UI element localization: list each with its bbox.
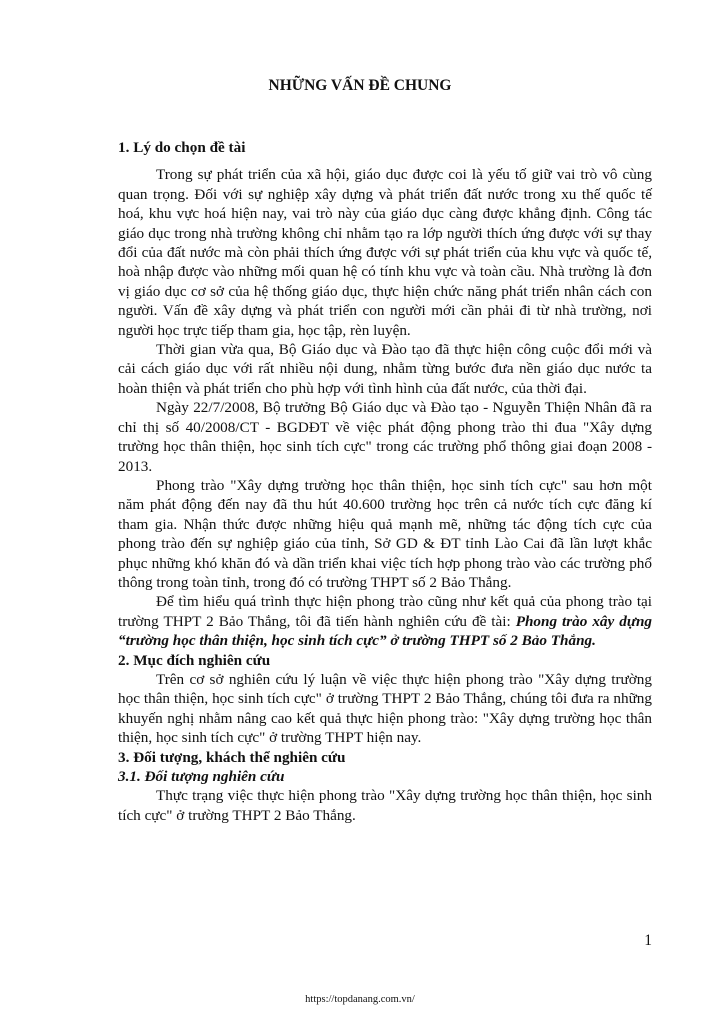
paragraph: Trên cơ sở nghiên cứu lý luận về việc thực hiện phong trào "Xây dựng trường học thân thiện, học sinh tích cực" ở trường THPT 2 Bảo Thắng, chúng tôi đưa ra những khuyến nghị nhằm nâng cao kết quả thực hiện phong trào: "Xây dựng trường học thân thiện, học sinh tích cực" ở trường THPT hiện nay. — [118, 670, 652, 747]
paragraph: Thời gian vừa qua, Bộ Giáo dục và Đào tạo đã thực hiện công cuộc đổi mới và cải cách giáo dục với rất nhiều nội dung, nhằm từng bước đưa nền giáo dục nước ta hoàn thiện và phát triển cho phù hợp với tình hình của đất nước, của thời đại. — [118, 341, 652, 397]
paragraph-text: Để tìm hiểu quá trình thực hiện phong trào cũng như kết quả của phong trào tại trường THPT 2 Bảo Thắng, tôi đã tiến hành nghiên cứu đề tài: — [118, 593, 652, 630]
paragraph: Trong sự phát triển của xã hội, giáo dục được coi là yếu tố giữ vai trò vô cùng quan trọng. Đối với sự nghiệp xây dựng và phát triển đất nước trong xu thế quốc tế hoá, khu vực hoá hiện nay, vai trò này của giáo dục càng được khẳng định. Công tác giáo dục trong nhà trường không chỉ nhằm tạo ra lớp người thích ứng được với sự thay đổi của đất nước mà còn phải thích ứng được với sự phát triển của khu vực và quốc tế, hoà nhập được vào những mối quan hệ có tính khu vực và toàn cầu. Nhà trường là đơn vị giáo dục cơ sở của hệ thống giáo dục, thực hiện chức năng phát triển nhân cách con người. Vấn đề xây dựng và phát triển con người mới cần phải đi từ nhà trường, nơi người học trực tiếp tham gia, học tập, rèn luyện. — [118, 166, 652, 339]
paragraph: Ngày 22/7/2008, Bộ trưởng Bộ Giáo dục và Đào tạo - Nguyễn Thiện Nhân đã ra chỉ thị số 40/2008/CT - BGDĐT về việc phát động phong trào thi đua "Xây dựng trường học thân thiện, học sinh tích cực" trong các trường phổ thông giai đoạn 2008 - 2013. — [118, 399, 652, 475]
section-heading-3: 3. Đối tượng, khách thể nghiên cứu — [118, 748, 346, 766]
page-number: 1 — [644, 932, 652, 949]
paragraph — [118, 592, 652, 650]
subsection-heading-3-1: 3.1. Đối tượng nghiên cứu — [118, 768, 285, 785]
footer-url: https://topdanang.com.vn/ — [305, 994, 415, 1005]
section-heading-2: 2. Mục đích nghiên cứu — [118, 651, 271, 669]
paragraph: Thực trạng việc thực hiện phong trào "Xây dựng trường học thân thiện, học sinh tích cực" ở trường THPT 2 Bảo Thắng. — [118, 787, 652, 824]
section-heading-1: 1. Lý do chọn đề tài — [118, 139, 246, 156]
research-topic-title: Phong trào xây dựng “trường học thân thiện, học sinh tích cực” ở trường THPT số 2 Bảo Thắng. — [118, 612, 652, 650]
page-title: NHỮNG VẤN ĐỀ CHUNG — [268, 77, 452, 94]
paragraph: Phong trào "Xây dựng trường học thân thiện, học sinh tích cực" sau hơn một năm phát động đến nay đã thu hút 40.600 trường học trên cả nước tích cực đăng kí tham gia. Nhận thức được những hiệu quả mạnh mẽ, những tác động tích cực của phong trào đến sự nghiệp giáo của tỉnh, Sở GD & ĐT tỉnh Lào Cai đã lần lượt khắc phục những khó khăn đó và dần triển khai việc tích hợp phong trào vào các trường phổ thông trong toàn tỉnh, trong đó có trường THPT số 2 Bảo Thắng. — [118, 476, 652, 591]
document-body — [118, 138, 652, 825]
